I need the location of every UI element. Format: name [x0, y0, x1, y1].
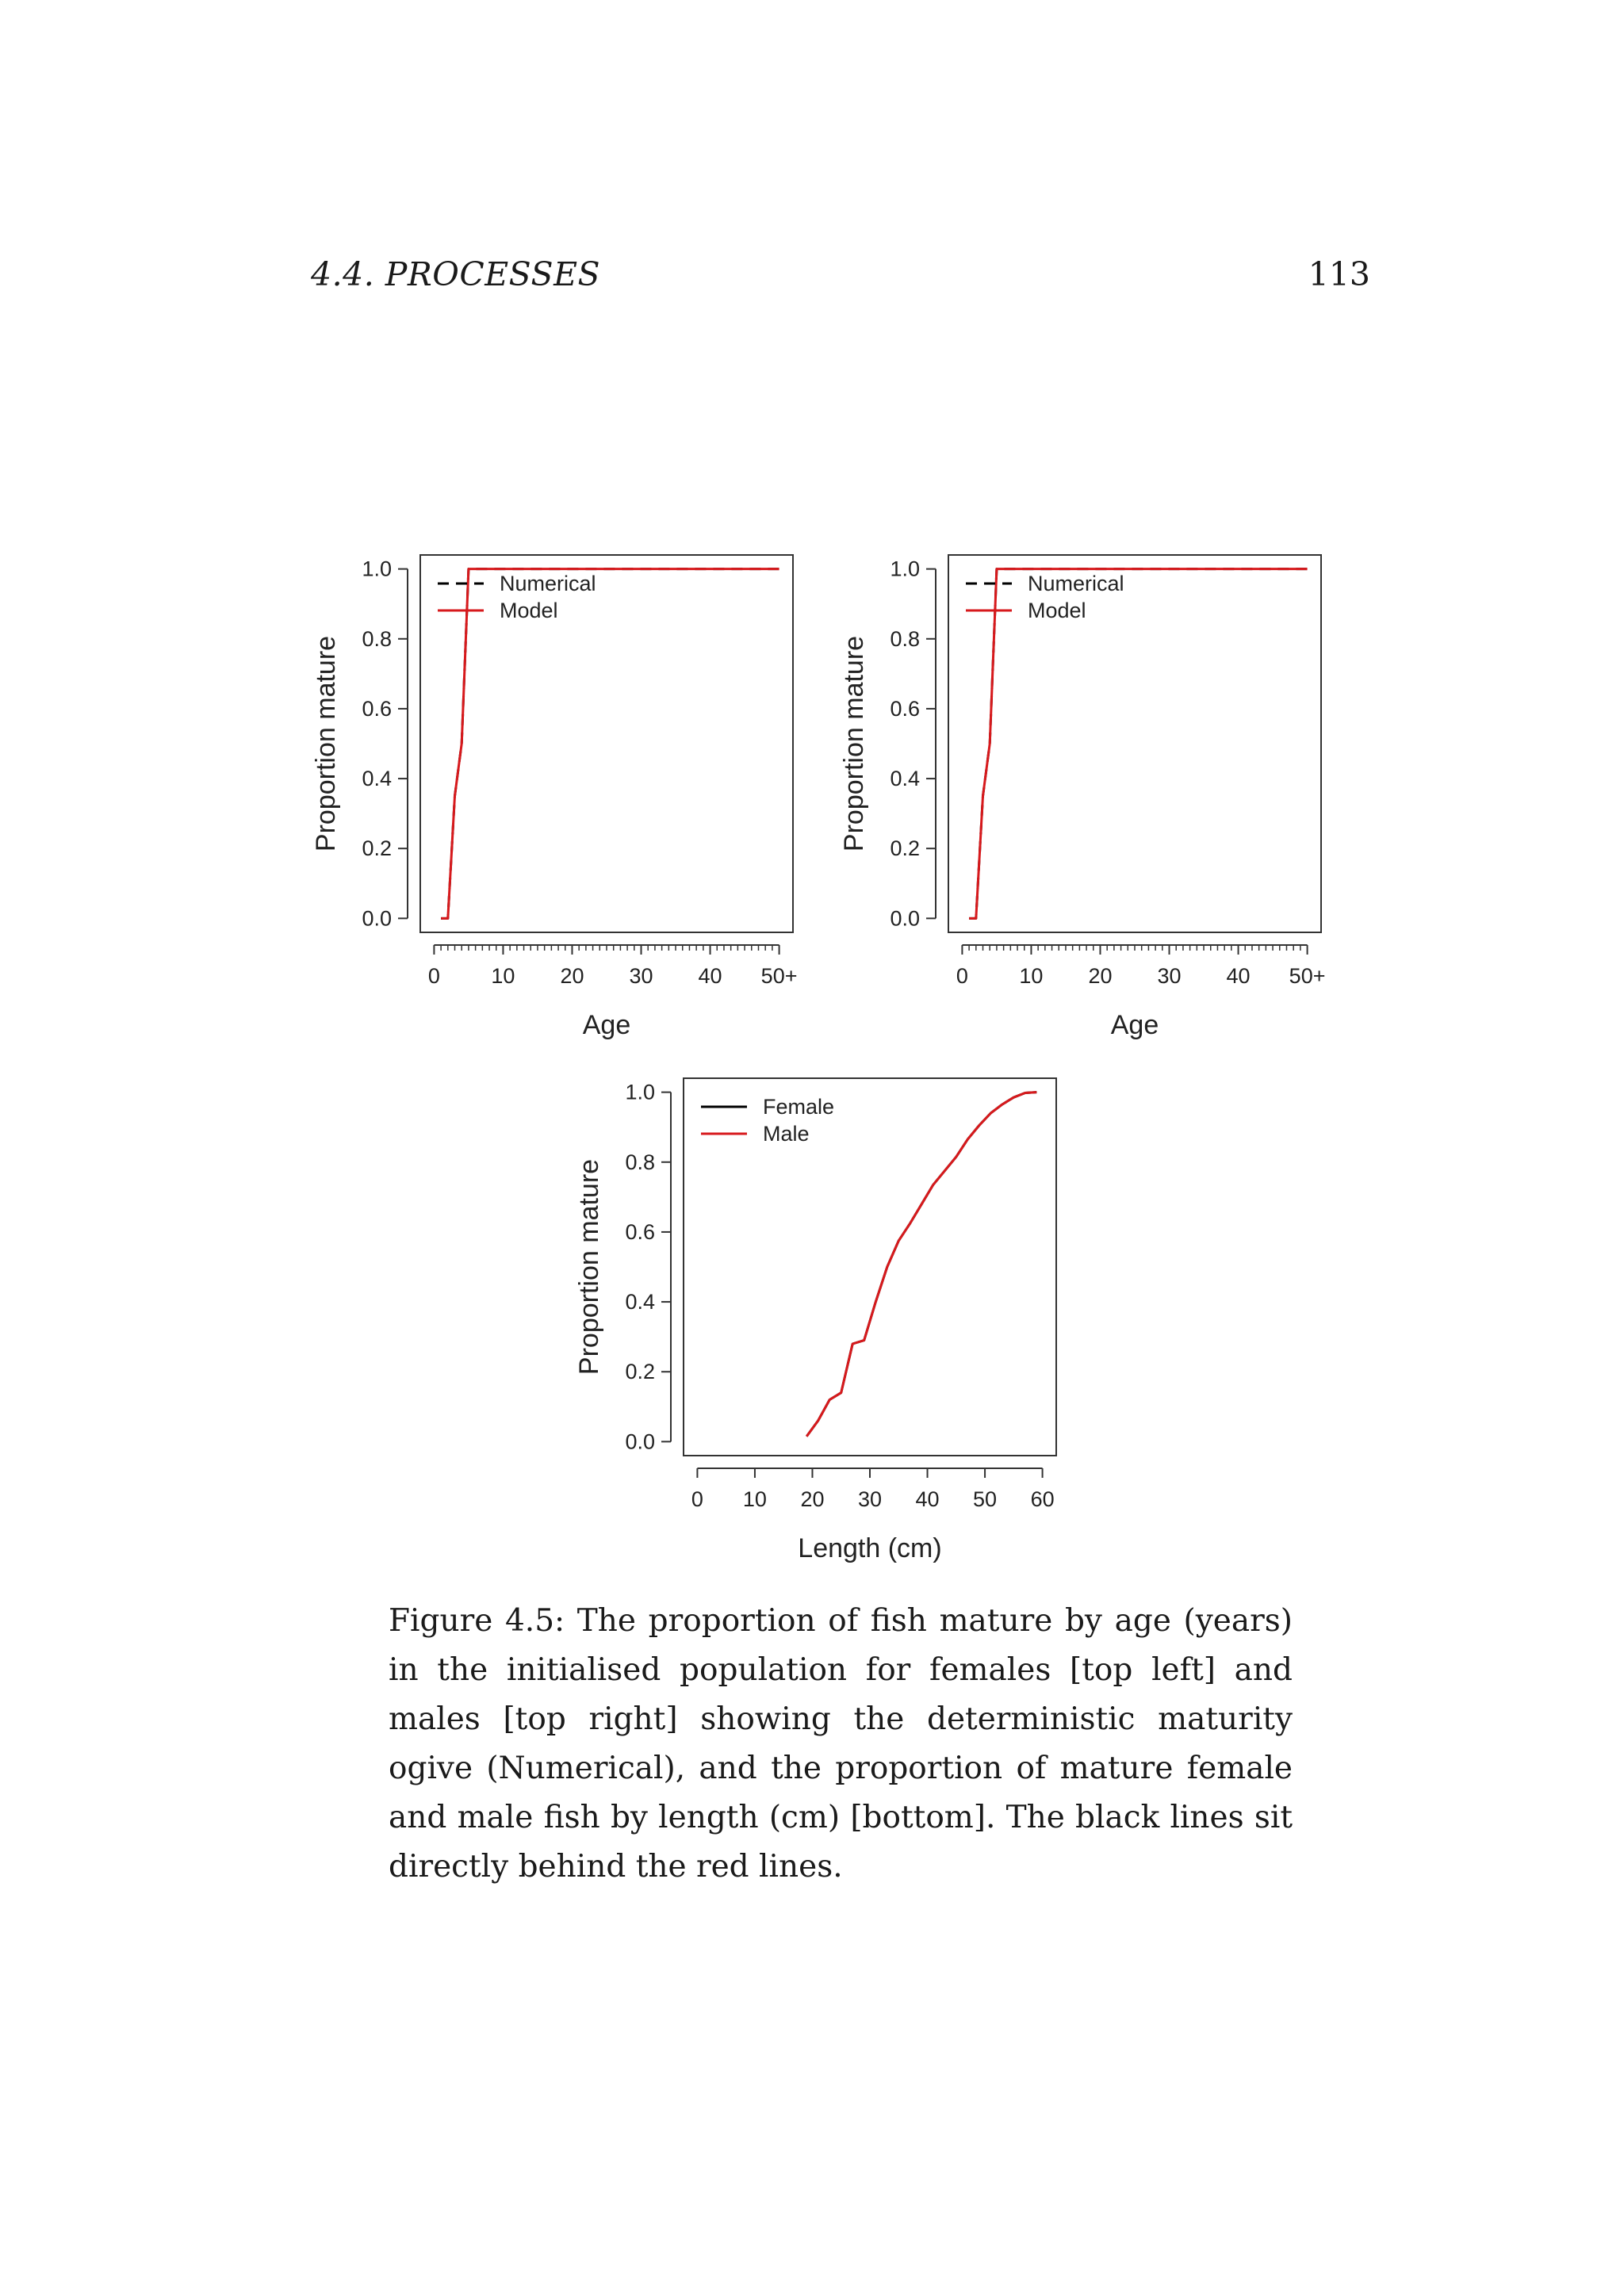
- x-tick-label: 0: [691, 1487, 703, 1511]
- maturity-by-age-females-chart: [301, 547, 825, 1054]
- page-number: 113: [1308, 255, 1370, 293]
- x-tick-label: 60: [1030, 1487, 1055, 1511]
- x-axis-title: Length (cm): [798, 1533, 942, 1563]
- x-tick-label: 30: [1157, 964, 1182, 988]
- y-axis-title: Proportion mature: [574, 1158, 604, 1376]
- x-tick-label: 40: [1226, 964, 1251, 988]
- y-tick-label: 0.2: [890, 836, 920, 861]
- series-line-model: [441, 569, 779, 919]
- y-tick-label: 0.6: [890, 696, 920, 721]
- y-tick-label: 0.6: [625, 1219, 655, 1244]
- y-tick-label: 0.4: [890, 767, 920, 791]
- x-tick-label: 30: [857, 1487, 883, 1511]
- running-head: 4.4. PROCESSES: [311, 255, 601, 293]
- y-tick-label: 0.4: [362, 767, 392, 791]
- x-tick-label: 20: [800, 1487, 825, 1511]
- x-tick-label: 10: [742, 1487, 767, 1511]
- series-line-model: [969, 569, 1308, 919]
- x-tick-label: 40: [915, 1487, 940, 1511]
- y-tick-label: 1.0: [625, 1080, 655, 1104]
- legend-label-numerical: Numerical: [1028, 572, 1124, 595]
- y-tick-label: 0.2: [625, 1360, 655, 1384]
- x-tick-label: 0: [956, 964, 968, 988]
- maturity-by-age-males-chart: [829, 547, 1353, 1054]
- y-tick-label: 1.0: [362, 557, 392, 581]
- y-tick-label: 0.0: [625, 1429, 655, 1454]
- series-line-male: [806, 1093, 1036, 1437]
- y-tick-label: 0.6: [362, 696, 392, 721]
- series-line-numerical: [441, 569, 779, 919]
- legend-label-female: Female: [763, 1095, 835, 1119]
- y-tick-label: 0.2: [362, 836, 392, 861]
- y-axis-title: Proportion mature: [311, 635, 341, 852]
- y-tick-label: 0.8: [362, 626, 392, 651]
- y-axis-title: Proportion mature: [839, 635, 869, 852]
- series-line-female: [806, 1093, 1036, 1437]
- y-tick-label: 0.4: [625, 1290, 655, 1314]
- x-tick-label: 50+: [760, 964, 798, 988]
- y-tick-label: 1.0: [890, 557, 920, 581]
- legend-label-model: Model: [500, 599, 558, 622]
- x-tick-label: 20: [1088, 964, 1113, 988]
- x-axis-title: Age: [582, 1010, 631, 1040]
- y-tick-label: 0.8: [890, 626, 920, 651]
- y-tick-label: 0.8: [625, 1150, 655, 1174]
- series-line-numerical: [969, 569, 1308, 919]
- x-tick-label: 10: [1019, 964, 1044, 988]
- legend-label-numerical: Numerical: [500, 572, 596, 595]
- maturity-by-length-chart: [565, 1070, 1088, 1562]
- x-tick-label: 20: [560, 964, 584, 988]
- legend-label-model: Model: [1028, 599, 1086, 622]
- y-tick-label: 0.0: [362, 906, 392, 931]
- figure-caption: Figure 4.5: The proportion of fish mature by age (years) in the initialised population for females [top left] and males [top right] showing the deterministic maturity ogive (Numerical), and the proportion of mature female and male fish by length (cm) [bottom]. The black lines sit directly behind the red lines.: [389, 1603, 1293, 1885]
- x-tick-label: 40: [698, 964, 722, 988]
- legend-label-male: Male: [763, 1122, 810, 1146]
- x-axis-title: Age: [1110, 1010, 1159, 1040]
- x-tick-label: 0: [427, 964, 440, 988]
- x-tick-label: 50+: [1289, 964, 1326, 988]
- x-tick-label: 30: [629, 964, 653, 988]
- x-tick-label: 50: [973, 1487, 998, 1511]
- x-tick-label: 10: [491, 964, 515, 988]
- y-tick-label: 0.0: [890, 906, 920, 931]
